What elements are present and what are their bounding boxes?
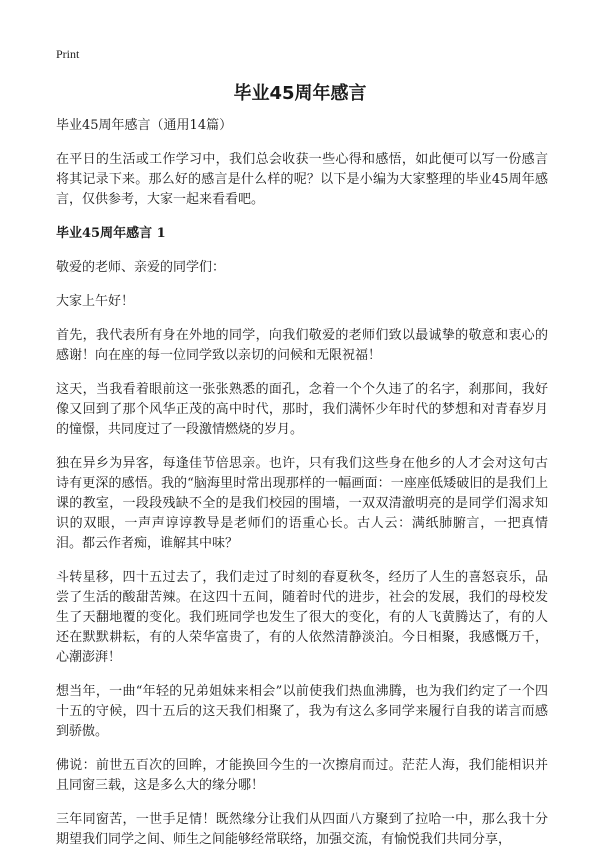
paragraph: 这天，当我看着眼前这一张张熟悉的面孔，念着一个个久违了的名字，刹那间，我好像又回到了那个风华正茂的高中时代，那时，我们满怀少年时代的梦想和对青春岁月的憧憬，共同度过了一段激情燃烧的岁月。 <box>56 382 548 437</box>
section-heading: 毕业45周年感言 1 <box>56 226 166 241</box>
print-link[interactable]: Print <box>56 47 80 61</box>
document-body <box>56 116 548 864</box>
paragraph: 斗转星移，四十五过去了，我们走过了时刻的春夏秋冬，经历了人生的喜怒哀乐，品尝了生活的酸甜苦辣。在这四十五间，随着时代的进步，社会的发展，我们的母校发生了天翻地覆的变化。我们班同学也发生了很大的变化，有的人飞黄腾达了，有的人还在默默耕耘，有的人荣华富贵了，有的人依然清静淡泊。今日相聚，我感慨万千，心潮澎湃！ <box>56 570 548 665</box>
paragraph: 大家上午好！ <box>56 294 135 309</box>
paragraph: 想当年，一曲“年轻的兄弟姐妹来相会”以前使我们热血沸腾，也为我们约定了一个四十五的守候，四十五后的这天我们相聚了，我为有这么多同学来履行自我的诺言而感到骄傲。 <box>56 684 548 739</box>
paragraph: 敬爱的老师、亲爱的同学们： <box>56 260 226 275</box>
paragraph: 三年同窗苦，一世手足情！既然缘分让我们从四面八方聚到了拉哈一中，那么我十分期望我们同学之间、师生之间能够经常联络，加强交流，有愉悦我们共同分享， <box>56 812 548 847</box>
document-title: 毕业45周年感言 <box>233 83 367 104</box>
paragraph: 佛说：前世五百次的回眸，才能换回今生的一次擦肩而过。茫茫人海，我们能相识并且同窗三载，这是多么大的缘分哪！ <box>56 758 548 793</box>
document-subtitle: 毕业45周年感言（通用14篇） <box>56 118 233 133</box>
intro-paragraph: 在平日的生活或工作学习中，我们总会收获一些心得和感悟，如此便可以写一份感言将其记录下来。那么好的感言是什么样的呢？以下是小编为大家整理的毕业45周年感言，仅供参考，大家一起来看看吧。 <box>56 152 548 207</box>
paragraph: 独在异乡为异客，每逢佳节倍思亲。也许，只有我们这些身在他乡的人才会对这句古诗有更深的感悟。我的“脑海里时常出现那样的一幅画面：一座座低矮破旧的是我们上课的教室，一段段残缺不全的是我们校园的围墙，一双双清澈明亮的是同学们渴求知识的双眼，一声声谆谆教导是老师们的语重心长。古人云：满纸肺腑言，一把真情泪。都云作者痴，谁解其中味？ <box>56 456 548 551</box>
paragraph: 首先，我代表所有身在外地的同学，向我们敬爱的老师们致以最诚挚的敬意和衷心的感谢！向在座的每一位同学致以亲切的问候和无限祝福！ <box>56 328 548 363</box>
